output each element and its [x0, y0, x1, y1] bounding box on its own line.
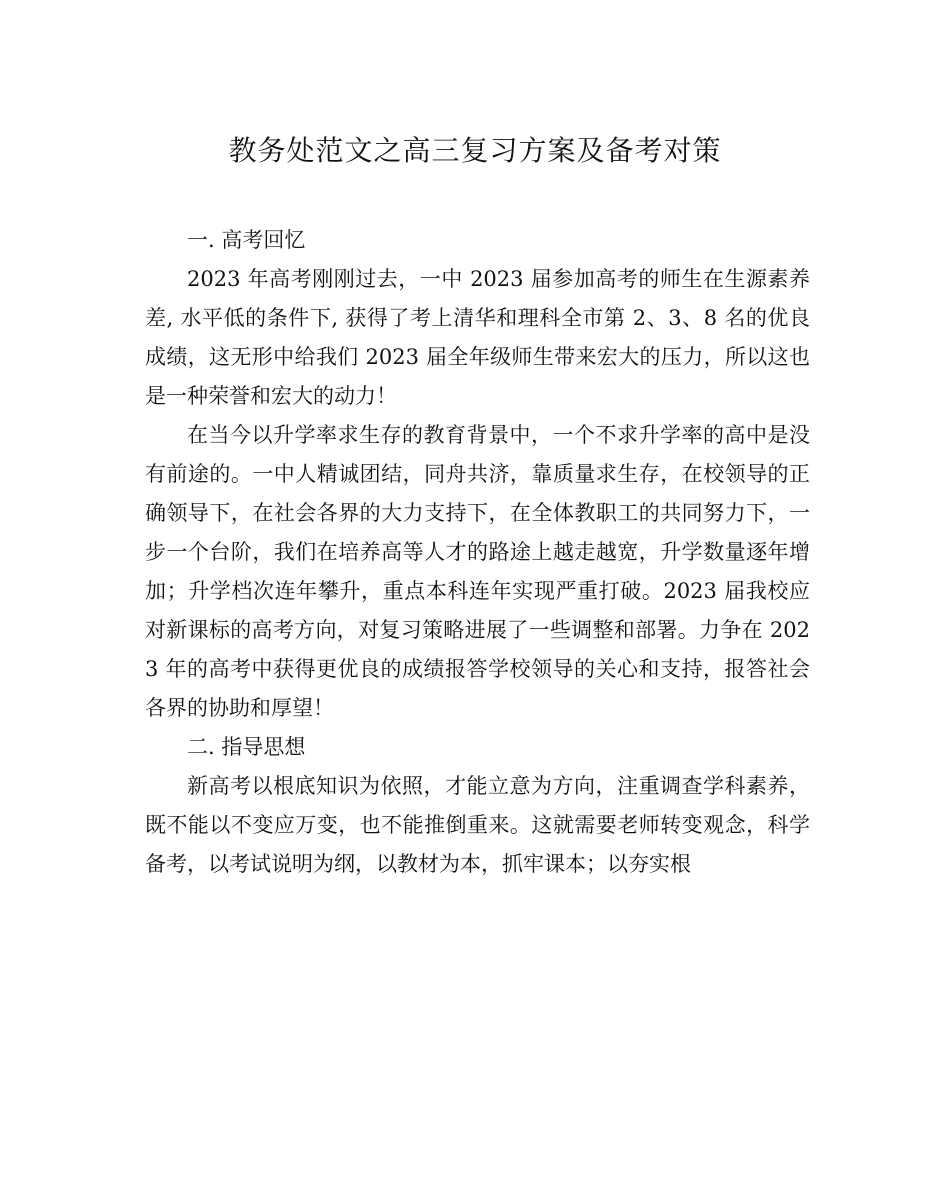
paragraph-guiding-ideology-1: 新高考以根底知识为依照，才能立意为方向，注重调查学科素养，既不能以不变应万变，也不能推倒重来。这就需要老师转变观念，科学备考，以考试说明为纲，以教材为本，抓牢课本；以夯实根: [145, 774, 810, 876]
document-title: 教务处范文之高三复习方案及备考对策: [228, 134, 722, 167]
section-heading-recall: 一. 高考回忆: [187, 228, 306, 252]
document-body: [145, 221, 810, 884]
paragraph-recall-1: 2023 年高考刚刚过去，一中 2023 届参加高考的师生在生源素养差, 水平低的条件下, 获得了考上清华和理科全市第 2、3、8 名的优良成绩，这无形中给我们 2023 届全年级师生带来宏大的压力，所以这也是一种荣誉和宏大的动力！: [145, 267, 810, 408]
paragraph-recall-2: 在当今以升学率求生存的教育背景中，一个不求升学率的高中是没有前途的。一中人精诚团结，同舟共济，靠质量求生存，在校领导的正确领导下，在社会各界的大力支持下，在全体教职工的共同努力下，一步一个台阶，我们在培养高等人才的路途上越走越宽，升学数量逐年增加；升学档次连年攀升，重点本科连年实现严重打破。2023 届我校应对新课标的高考方向，对复习策略进展了一些调整和部署。力争在 2023 年的高考中获得更优良的成绩报答学校领导的关心和支持，报答社会各界的协助和厚望！: [145, 423, 810, 720]
section-heading-guiding-ideology: 二. 指导思想: [187, 735, 306, 759]
